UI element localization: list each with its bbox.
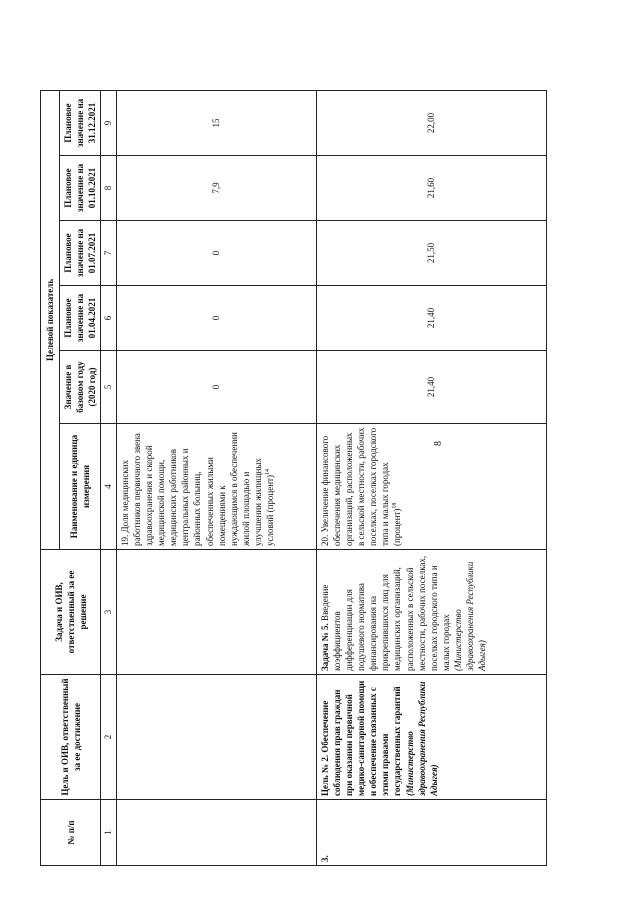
indicator-name-20	[316, 424, 546, 550]
table-row-19	[116, 90, 316, 865]
index-cell: 1	[101, 800, 116, 866]
index-cell: 6	[101, 286, 116, 351]
empty-cell	[116, 800, 316, 866]
index-cell: 8	[101, 156, 116, 221]
index-cell: 2	[101, 675, 116, 800]
target-indicators-table	[40, 90, 547, 866]
indicator-name-19	[116, 424, 316, 550]
col-header-q3: Плановое значение на 01.10.2021	[60, 156, 101, 221]
q2-value-20: 21,50	[316, 221, 546, 286]
indicator-name-20-text: 20. Увеличение финансового обеспечения медицинских организаций, расположенных в сельской местности, рабочих поселках, поселках городского типа и малых городах (процент)	[319, 427, 403, 546]
col-header-task: Задача и ОИВ, ответственный за ее решение	[41, 550, 101, 675]
task-title: Задача № 5.	[319, 623, 330, 671]
task-cell	[316, 550, 546, 675]
col-header-base: Значение в базовом году (2020 год)	[60, 351, 101, 424]
q3-value-20: 21,60	[316, 156, 546, 221]
col-header-target-group: Целевой показатель	[41, 90, 60, 549]
footnote-ref: 18	[392, 502, 399, 509]
base-value-19: 0	[116, 351, 316, 424]
indicator-name-19-text: 19. Доля медицинских работников первичного звена здравоохранения и скорой медицинской помощи, медицинских работников центральных районных и районных больниц, обеспеченных жилыми помещениями к нуждающимся в обеспечении жилой площадью и улучшении жилищных условий (процент)	[119, 432, 276, 546]
page-number: 8	[433, 441, 444, 446]
index-cell: 7	[101, 221, 116, 286]
empty-cell	[116, 550, 316, 675]
index-row	[101, 90, 116, 865]
index-cell: 9	[101, 90, 116, 155]
table-row-20	[316, 90, 546, 865]
col-header-q2: Плановое значение на 01.07.2021	[60, 221, 101, 286]
q3-value-19: 7,9	[116, 156, 316, 221]
goal-oiv: (Министерство здравоохранения Республики Адыгея)	[404, 681, 439, 796]
q1-value-20: 21,40	[316, 286, 546, 351]
empty-cell	[116, 675, 316, 800]
q4-value-20: 22,00	[316, 90, 546, 155]
task-oiv: (Министерство здравоохранения Республики Адыгея)	[453, 561, 488, 671]
q1-value-19: 0	[116, 286, 316, 351]
index-cell: 5	[101, 351, 116, 424]
q4-value-19: 15	[116, 90, 316, 155]
col-header-name: Наименование и единица измерения	[60, 424, 101, 550]
col-header-q1: Плановое значение на 01.04.2021	[60, 286, 101, 351]
q2-value-19: 0	[116, 221, 316, 286]
col-header-goal: Цель и ОИВ, ответственный за ее достижение	[41, 675, 101, 800]
rotated-table-page	[40, 91, 560, 866]
col-header-no: № п/п	[41, 800, 101, 866]
col-header-q4: Плановое значение на 31.12.2021	[60, 90, 101, 155]
row-number: 3.	[316, 800, 546, 866]
footnote-ref: 14	[265, 469, 272, 475]
base-value-20: 21,40	[316, 351, 546, 424]
index-cell: 3	[101, 550, 116, 675]
task-text: Введение коэффициентов дифференциации для подушевого норматива финансирования на прикрепившихся лиц для медицинских организаций, расположенных в сельской местности, рабочих поселках, поселках городского типа и малых городах	[319, 555, 451, 671]
index-cell: 4	[101, 424, 116, 550]
goal-title: Цель № 2. Обеспечение соблюдения прав граждан при оказании первичной медико-санитарной помощи и обеспечение связанных с этими правами государственных гарантий	[319, 680, 403, 796]
goal-cell	[316, 675, 546, 800]
header-row-1	[41, 90, 60, 865]
